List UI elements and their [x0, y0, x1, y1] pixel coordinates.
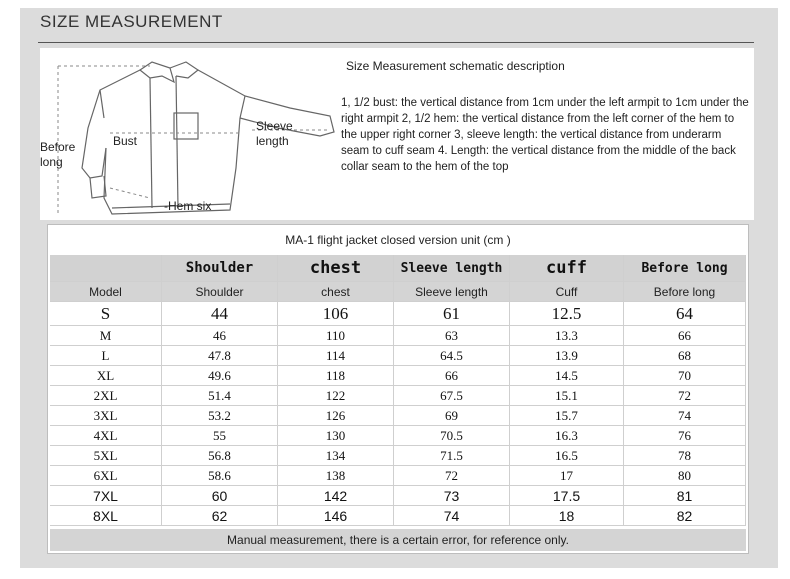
header-cell: Cuff	[510, 282, 624, 302]
table-cell: 66	[624, 326, 746, 346]
table-cell: 73	[394, 486, 510, 506]
table-cell: 68	[624, 346, 746, 366]
table-cell: 71.5	[394, 446, 510, 466]
table-cell: 15.7	[510, 406, 624, 426]
header-cell: chest	[278, 255, 394, 282]
table-cell: 49.6	[162, 366, 278, 386]
header-row-large	[50, 255, 746, 282]
jacket-diagram	[40, 48, 340, 220]
table-cell: 17	[510, 466, 624, 486]
table-row	[50, 366, 746, 386]
table-cell: XL	[50, 366, 162, 386]
table-cell: 114	[278, 346, 394, 366]
table-cell: 142	[278, 486, 394, 506]
table-cell: 70.5	[394, 426, 510, 446]
table-cell: 47.8	[162, 346, 278, 366]
table-cell: 82	[624, 506, 746, 526]
table-cell: 126	[278, 406, 394, 426]
table-cell: 72	[624, 386, 746, 406]
table-cell: 15.1	[510, 386, 624, 406]
table-row	[50, 446, 746, 466]
table-cell: 72	[394, 466, 510, 486]
table-cell: 138	[278, 466, 394, 486]
table-cell: 14.5	[510, 366, 624, 386]
label-sleeve-length: Sleeve length	[256, 119, 293, 148]
table-cell: 63	[394, 326, 510, 346]
table-footnote: Manual measurement, there is a certain error, for reference only.	[50, 529, 746, 551]
table-cell: 12.5	[510, 302, 624, 326]
table-cell: 118	[278, 366, 394, 386]
table-cell: 18	[510, 506, 624, 526]
table-cell: 13.9	[510, 346, 624, 366]
label-bust: Bust	[113, 134, 138, 148]
table-cell: 16.5	[510, 446, 624, 466]
table-cell: 44	[162, 302, 278, 326]
table-cell: 62	[162, 506, 278, 526]
header-cell: Before long	[624, 282, 746, 302]
table-cell: 6XL	[50, 466, 162, 486]
table-cell: 76	[624, 426, 746, 446]
measurement-schematic	[40, 48, 754, 220]
table-row	[50, 386, 746, 406]
table-body	[50, 302, 746, 526]
table-cell: 46	[162, 326, 278, 346]
page-title: SIZE MEASUREMENT	[40, 12, 223, 31]
header-cell: Before long	[624, 255, 746, 282]
divider	[38, 42, 754, 43]
table-cell: 70	[624, 366, 746, 386]
table-cell: 74	[394, 506, 510, 526]
table-cell: 130	[278, 426, 394, 446]
table-row	[50, 346, 746, 366]
table-cell: 16.3	[510, 426, 624, 446]
header-cell: Sleeve length	[394, 282, 510, 302]
table-cell: 67.5	[394, 386, 510, 406]
table-cell: 3XL	[50, 406, 162, 426]
table-cell: 56.8	[162, 446, 278, 466]
table-cell: 55	[162, 426, 278, 446]
table-title: MA-1 flight jacket closed version unit (cm )	[285, 233, 511, 247]
header-cell: cuff	[510, 255, 624, 282]
label-hem-six: -Hem six	[164, 199, 212, 213]
table-row	[50, 426, 746, 446]
header-cell	[50, 255, 162, 282]
table-row	[50, 302, 746, 326]
table-cell: 78	[624, 446, 746, 466]
table-cell: 64.5	[394, 346, 510, 366]
table-cell: 53.2	[162, 406, 278, 426]
header-cell: Shoulder	[162, 255, 278, 282]
description-text: 1, 1/2 bust: the vertical distance from 1cm under the left armpit to 1cm under the right armpit 2, 1/2 hem: the vertical distance from the left corner of the hem to the upper right corner 3, sleeve length: the vertical distance from underarm seam to cuff seam 4. Length: the vertical distance from the middle of the back collar seam to the hem of the top	[341, 97, 749, 173]
table-cell: 58.6	[162, 466, 278, 486]
header-row	[50, 282, 746, 302]
table-cell: 146	[278, 506, 394, 526]
table-row	[50, 506, 746, 526]
table-cell: 69	[394, 406, 510, 426]
size-table	[47, 224, 749, 554]
table-cell: 61	[394, 302, 510, 326]
table-cell: 8XL	[50, 506, 162, 526]
table-cell: 7XL	[50, 486, 162, 506]
table-row	[50, 486, 746, 506]
table-cell: 122	[278, 386, 394, 406]
table-cell: 17.5	[510, 486, 624, 506]
description-title: Size Measurement schematic description	[346, 59, 565, 73]
header-cell: Model	[50, 282, 162, 302]
table-cell: 2XL	[50, 386, 162, 406]
table-row	[50, 406, 746, 426]
table-cell: 13.3	[510, 326, 624, 346]
table-cell: 60	[162, 486, 278, 506]
table-cell: L	[50, 346, 162, 366]
table-cell: 66	[394, 366, 510, 386]
header-cell: chest	[278, 282, 394, 302]
header-cell: Shoulder	[162, 282, 278, 302]
table-cell: 110	[278, 326, 394, 346]
header-cell: Sleeve length	[394, 255, 510, 282]
table-cell: 106	[278, 302, 394, 326]
table-cell: 80	[624, 466, 746, 486]
table-row	[50, 466, 746, 486]
label-before-long: Before long	[40, 140, 76, 169]
table-cell: 81	[624, 486, 746, 506]
table-cell: S	[50, 302, 162, 326]
table-cell: 5XL	[50, 446, 162, 466]
table-grid	[50, 255, 746, 526]
table-cell: M	[50, 326, 162, 346]
table-cell: 4XL	[50, 426, 162, 446]
table-cell: 134	[278, 446, 394, 466]
table-cell: 74	[624, 406, 746, 426]
table-cell: 64	[624, 302, 746, 326]
table-cell: 51.4	[162, 386, 278, 406]
table-row	[50, 326, 746, 346]
